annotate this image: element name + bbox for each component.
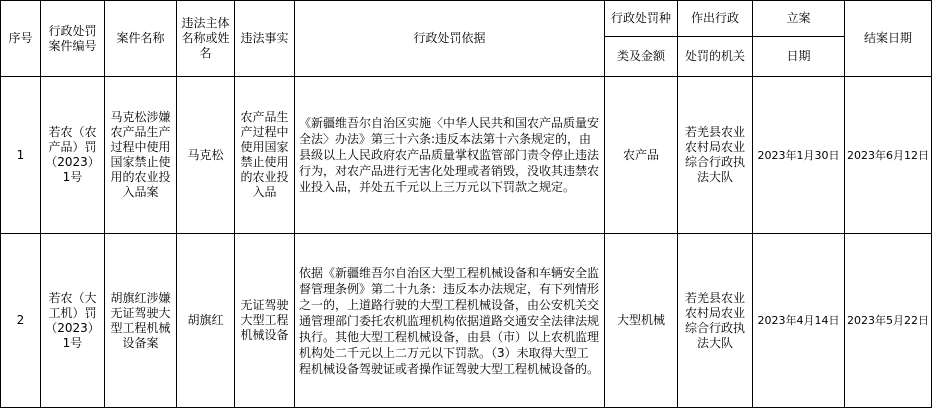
cell-seq: 1 (1, 77, 41, 234)
cell-authority: 若羌县农业农村局农业综合行政执法大队 (678, 234, 753, 408)
header-type-top: 行政处罚种 (605, 1, 678, 37)
header-filing-bottom: 日期 (753, 37, 845, 77)
header-case-name: 案件名称 (105, 1, 177, 77)
cell-closing-date: 2023年6月12日 (845, 77, 932, 234)
header-filing-top: 立案 (753, 1, 845, 37)
cell-case-name: 马克松涉嫌农产品生产过程中使用国家禁止使用的农业投入品案 (105, 77, 177, 234)
cell-type-amount: 农产品 (605, 77, 678, 234)
cell-subject: 胡旗红 (177, 234, 235, 408)
cell-seq: 2 (1, 234, 41, 408)
cell-basis: 依据《新疆维吾尔自治区大型工程机械设备和车辆安全监督管理条例》第二十九条：违反本办法规定，有下列情形之一的，上道路行驶的大型工程机械设备，由公安机关交通管理部门委托农机监理机构依据道路交通安全法律法规执行。其他大型工程机械设备，由县（市）以上农机监理机构处二千元以上二万元以下罚款。（3）未取得大型工程机械设备驾驶证或者操作证驾驶大型工程机械设备的。 (295, 234, 605, 408)
cell-facts: 农产品生产过程中使用国家禁止使用的农业投入品 (235, 77, 295, 234)
cell-case-name: 胡旗红涉嫌无证驾驶大型工程机械设备案 (105, 234, 177, 408)
header-basis: 行政处罚依据 (295, 1, 605, 77)
header-type-bottom: 类及金额 (605, 37, 678, 77)
cell-closing-date: 2023年5月22日 (845, 234, 932, 408)
cell-filing-date: 2023年4月14日 (753, 234, 845, 408)
table-row (1, 234, 932, 408)
cell-filing-date: 2023年1月30日 (753, 77, 845, 234)
cell-facts: 无证驾驶大型工程机械设备 (235, 234, 295, 408)
cell-subject: 马克松 (177, 77, 235, 234)
header-subject: 违法主体名称或姓名 (177, 1, 235, 77)
cell-type-amount: 大型机械 (605, 234, 678, 408)
cell-authority: 若羌县农业农村局农业综合行政执法大队 (678, 77, 753, 234)
table-row (1, 77, 932, 234)
header-authority-bottom: 处罚的机关 (678, 37, 753, 77)
header-seq: 序号 (1, 1, 41, 77)
header-facts: 违法事实 (235, 1, 295, 77)
cell-case-no: 若农（大工机）罚（2023）1号 (41, 234, 105, 408)
cell-case-no: 若农（农产品）罚（2023）1号 (41, 77, 105, 234)
header-closing: 结案日期 (845, 1, 932, 77)
cell-basis: 《新疆维吾尔自治区实施〈中华人民共和国农产品质量安全法〉办法》第三十六条:违反本法第十六条规定的，由县级以上人民政府农产品质量掌权监管部门责令停止违法行为，对农产品进行无害化处理或者销毁，没收其违禁农业投入品，并处五千元以上三万元以下罚款之规定。 (295, 77, 605, 234)
header-authority-top: 作出行政 (678, 1, 753, 37)
header-case-no: 行政处罚案件编号 (41, 1, 105, 77)
header-row (1, 1, 932, 37)
